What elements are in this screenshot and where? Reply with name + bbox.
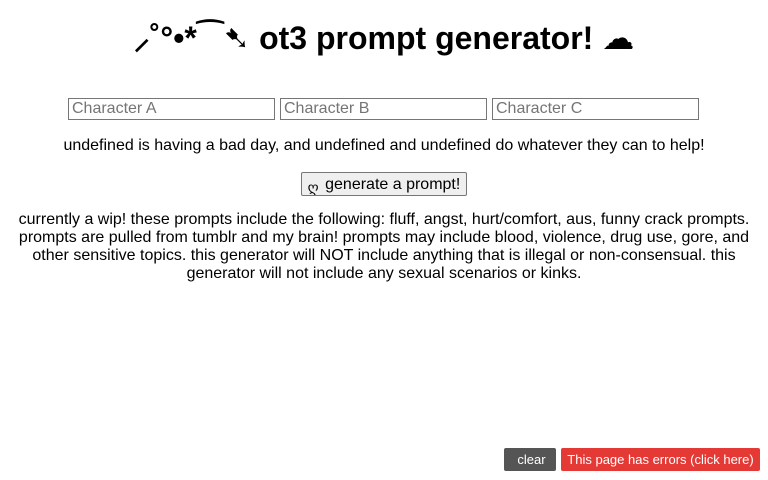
character-b-input[interactable] (280, 98, 487, 120)
clear-label: clear (517, 452, 546, 467)
clear-console-button[interactable] (504, 448, 556, 471)
description-line: generator will not include any sexual scenarios or kinks. (186, 265, 582, 282)
description-line: currently a wip! these prompts include the following: fluff, angst, hurt/comfort, aus, funny crack prompts. (18, 211, 750, 228)
cloud-icon: ☁ (602, 20, 635, 56)
description-line: prompts are pulled from tumblr and my brain! prompts may include blood, violence, drug use, gore, and (18, 229, 750, 246)
generate-prompt-button[interactable] (301, 172, 467, 196)
page-title (0, 18, 768, 58)
title-left-decoration: ⸝˚°•*⁀➷ (133, 20, 251, 56)
generate-prompt-label: generate a prompt! (325, 175, 461, 193)
page-errors-button[interactable]: This page has errors (click here) (561, 448, 760, 471)
description (12, 211, 756, 283)
title-text: ot3 prompt generator! (259, 20, 594, 56)
generated-prompt-text: undefined is having a bad day, and undefined and undefined do whatever they can to help! (63, 137, 705, 154)
character-inputs (68, 98, 708, 122)
character-a-input[interactable] (68, 98, 275, 120)
description-line: other sensitive topics. this generator will NOT include anything that is illegal or non-consensual. this (32, 247, 736, 264)
character-c-input[interactable] (492, 98, 699, 120)
heart-glyph-icon: ღ (307, 178, 319, 195)
